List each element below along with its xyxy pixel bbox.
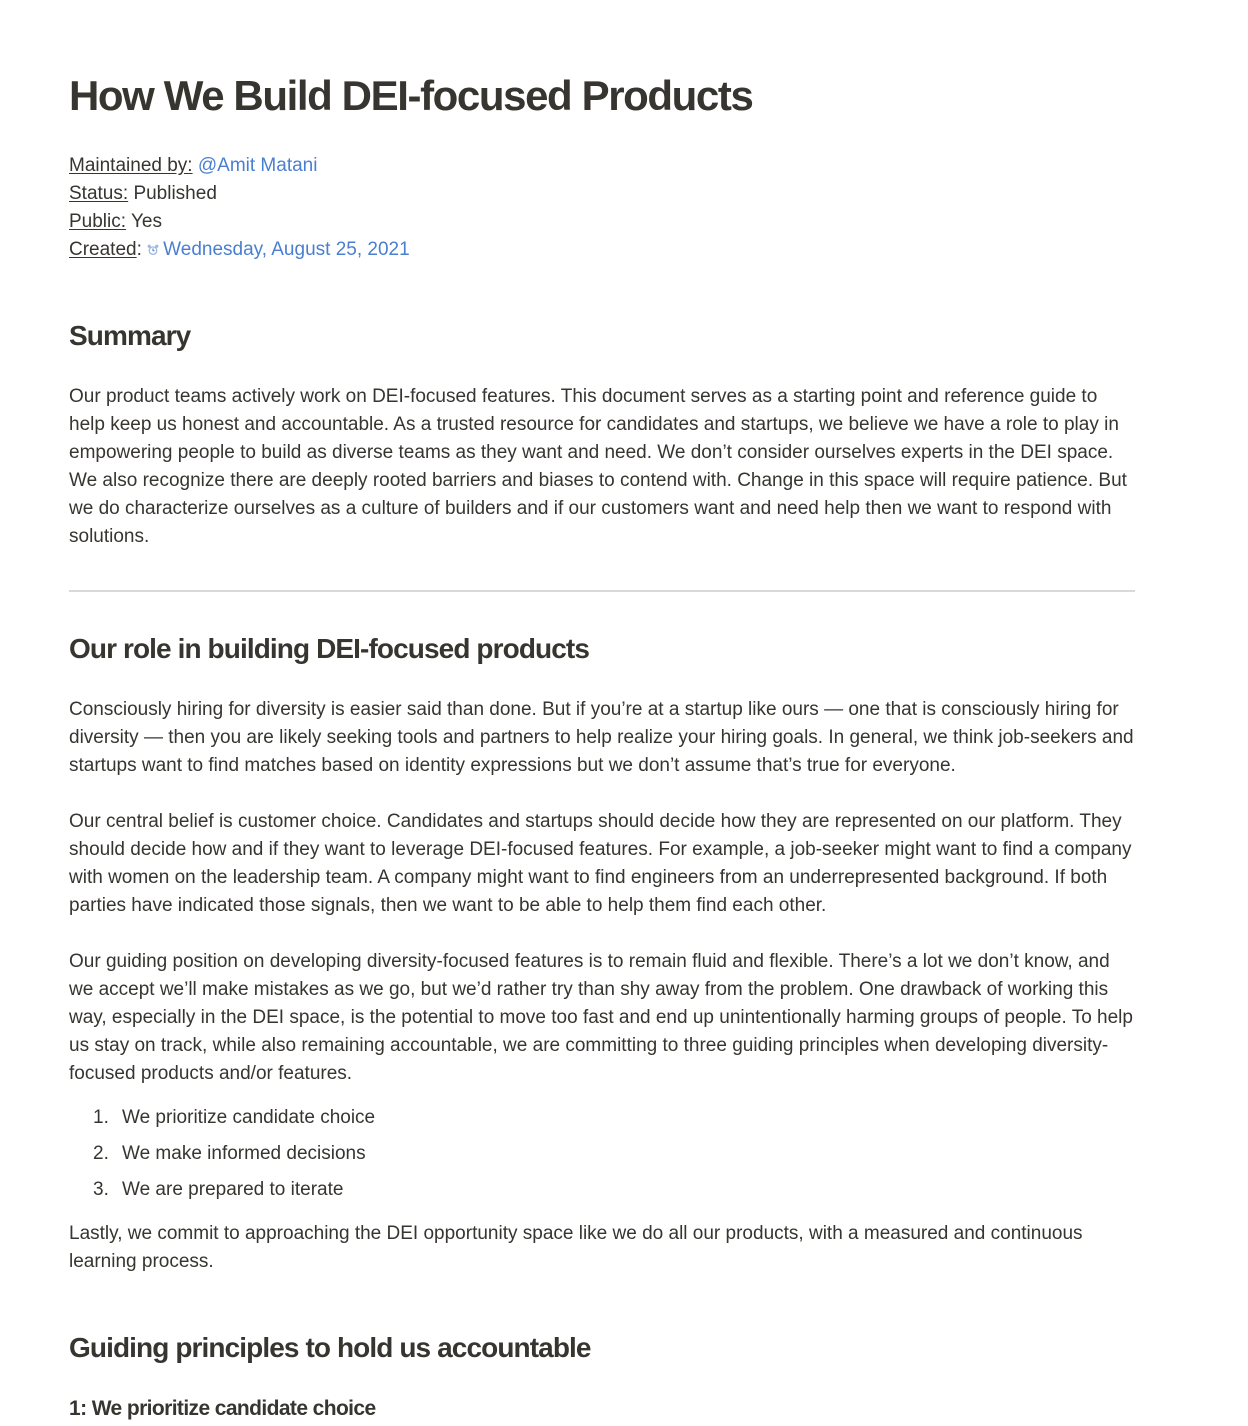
principles-list: [69, 1104, 375, 1212]
list-item-text: We make informed decisions: [122, 1143, 366, 1164]
role-paragraph-1: Consciously hiring for diversity is easier said than done. But if you’re at a startup like ours — one that is consciously hiring for diversity — then you are likely seeking tools and partners to help realize your hiring goals. In general, we think job-seekers and startups want to find matches based on identity expressions but we don’t assume that’s true for everyone.: [69, 699, 1134, 776]
list-item-number: 1.: [93, 1107, 109, 1128]
list-item: [69, 1176, 375, 1212]
list-item: [69, 1140, 375, 1176]
created-label: Created: [69, 239, 137, 260]
status-label: Status:: [69, 183, 129, 204]
created-date-link[interactable]: [147, 239, 409, 260]
status-row: [69, 180, 410, 208]
list-item-number: 2.: [93, 1143, 109, 1164]
document-properties: [69, 152, 410, 264]
page-title: How We Build DEI-focused Products: [69, 72, 753, 119]
role-paragraph-3: Our guiding position on developing diversity-focused features is to remain fluid and flexible. There’s a lot we don’t know, and we accept we’ll make mistakes as we go, but we’d rather try than shy away from the problem. One drawback of working this way, especially in the DEI space, is the potential to move too fast and end up unintentionally harming groups of people. To help us stay on track, while also remaining accountable, we are committing to three guiding principles when developing diversity-focused products and/or features.: [69, 951, 1133, 1084]
status-value: Published: [133, 183, 217, 204]
role-paragraph-2: Our central belief is customer choice. Candidates and startups should decide how they are represented on our platform. They should decide how and if they want to leverage DEI-focused features. For example, a job-seeker might want to find a company with women on the leadership team. A company might want to find engineers from an underrepresented background. If both parties have indicated those signals, then we want to be able to help them find each other.: [69, 811, 1132, 916]
alarm-clock-icon: [147, 244, 159, 256]
summary-paragraph: Our product teams actively work on DEI-focused features. This document serves as a starting point and reference guide to help keep us honest and accountable. As a trusted resource for candidates and startups, we believe we have a role to play in empowering people to build as diverse teams as they want and need. We don’t consider ourselves experts in the DEI space. We also recognize there are deeply rooted barriers and biases to contend with. Change in this space will require patience. But we do characterize ourselves as a culture of builders and if our customers want and need help then we want to respond with solutions.: [69, 386, 1127, 547]
public-label: Public:: [69, 211, 127, 232]
list-item-text: We prioritize candidate choice: [122, 1107, 376, 1128]
created-row: Created: Wednesday, August 25, 2021: [69, 239, 410, 260]
public-value: Yes: [130, 211, 162, 232]
maintainer-mention-link[interactable]: @Amit Matani: [197, 155, 318, 176]
summary-heading: Summary: [69, 320, 191, 351]
created-date-text: Wednesday, August 25, 2021: [163, 239, 410, 260]
section-divider: [69, 590, 1135, 592]
public-row: [69, 208, 410, 236]
guiding-principles-heading: Guiding principles to hold us accountable: [69, 1332, 591, 1363]
list-item-number: 3.: [93, 1179, 109, 1200]
closing-paragraph: Lastly, we commit to approaching the DEI opportunity space like we do all our products, with a measured and continuous learning process.: [69, 1223, 1083, 1272]
list-item-text: We are prepared to iterate: [122, 1179, 344, 1200]
maintained-by-row: [69, 152, 410, 180]
principle-1-subheading: 1: We prioritize candidate choice: [69, 1397, 376, 1420]
maintained-by-label: Maintained by:: [69, 155, 193, 176]
list-item: [69, 1104, 375, 1140]
role-heading: Our role in building DEI-focused products: [69, 633, 589, 664]
